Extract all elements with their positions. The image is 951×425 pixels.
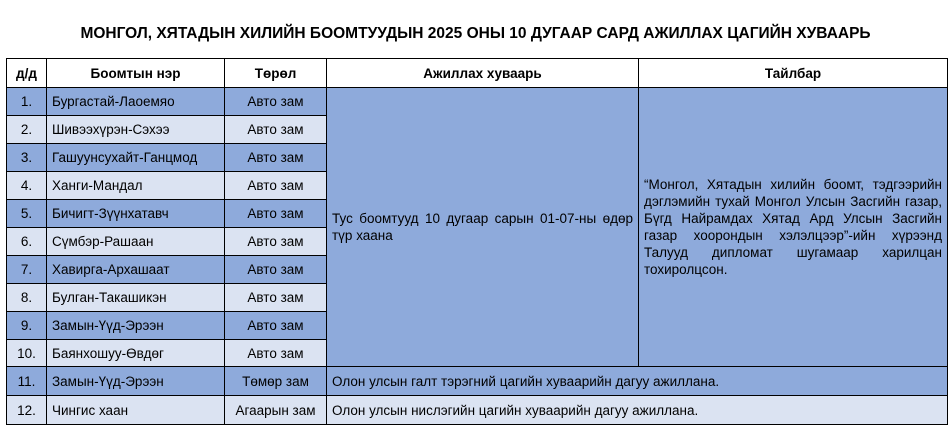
row-num: 10. (7, 340, 47, 367)
header-type: Төрөл (225, 59, 327, 88)
row-name: Хавирга-Архашаат (47, 256, 225, 284)
header-schedule: Ажиллах хуваарь (327, 59, 639, 88)
row-type: Авто зам (225, 312, 327, 340)
row-num: 8. (7, 284, 47, 312)
header-name: Боомтын нэр (47, 59, 225, 88)
row-schedule: Олон улсын галт тэрэгний цагийн хуваарийн дагуу ажиллана. (327, 367, 948, 396)
schedule-table (6, 58, 948, 425)
row-num: 3. (7, 144, 47, 172)
row-type: Авто зам (225, 172, 327, 200)
row-type: Авто зам (225, 256, 327, 284)
row-num: 11. (7, 367, 47, 396)
table-row (7, 367, 948, 396)
row-name: Бургастай-Лаоемяо (47, 88, 225, 116)
row-name: Ханги-Мандал (47, 172, 225, 200)
row-name: Баянхошуу-Өвдөг (47, 340, 225, 367)
row-num: 9. (7, 312, 47, 340)
row-name: Замын-Үүд-Эрээн (47, 367, 225, 396)
group-schedule: Тус боомтууд 10 дугаар сарын 01-07-ны өдөр түр хаана (327, 88, 639, 367)
row-type: Авто зам (225, 340, 327, 367)
row-type: Авто зам (225, 88, 327, 116)
row-num: 1. (7, 88, 47, 116)
row-name: Гашуунсухайт-Ганцмод (47, 144, 225, 172)
row-type: Авто зам (225, 284, 327, 312)
row-type: Авто зам (225, 200, 327, 228)
row-num: 5. (7, 200, 47, 228)
table-row (7, 396, 948, 425)
row-type: Авто зам (225, 144, 327, 172)
row-type: Авто зам (225, 116, 327, 144)
row-name: Сүмбэр-Рашаан (47, 228, 225, 256)
row-type: Төмөр зам (225, 367, 327, 396)
table-header-row (7, 59, 948, 88)
row-name: Шивээхүрэн-Сэхээ (47, 116, 225, 144)
header-num: д/д (7, 59, 47, 88)
header-note: Тайлбар (639, 59, 948, 88)
row-type: Авто зам (225, 228, 327, 256)
page-title: МОНГОЛ, ХЯТАДЫН ХИЛИЙН БООМТУУДЫН 2025 ОНЫ 10 ДУГААР САРД АЖИЛЛАХ ЦАГИЙН ХУВААРЬ (80, 25, 871, 42)
group-note: “Монгол, Хятадын хилийн боомт, тэдгээрийн дэглэмийн тухай Монгол Улсын Засгийн газар, Бүгд Найрамдах Хятад Ард Улсын Засгийн газар хоорондын хэлэлцээр”-ийн хүрээнд Талууд дипломат шугамаар харилцан тохиролцсон. (639, 88, 948, 367)
row-name: Чингис хаан (47, 396, 225, 425)
row-name: Бичигт-Зүүнхатавч (47, 200, 225, 228)
row-num: 12. (7, 396, 47, 425)
row-type: Агаарын зам (225, 396, 327, 425)
row-num: 4. (7, 172, 47, 200)
table-row (7, 88, 948, 116)
row-schedule: Олон улсын нислэгийн цагийн хуваарийн дагуу ажиллана. (327, 396, 948, 425)
row-num: 2. (7, 116, 47, 144)
row-name: Булган-Такашикэн (47, 284, 225, 312)
row-name: Замын-Үүд-Эрээн (47, 312, 225, 340)
row-num: 7. (7, 256, 47, 284)
row-num: 6. (7, 228, 47, 256)
